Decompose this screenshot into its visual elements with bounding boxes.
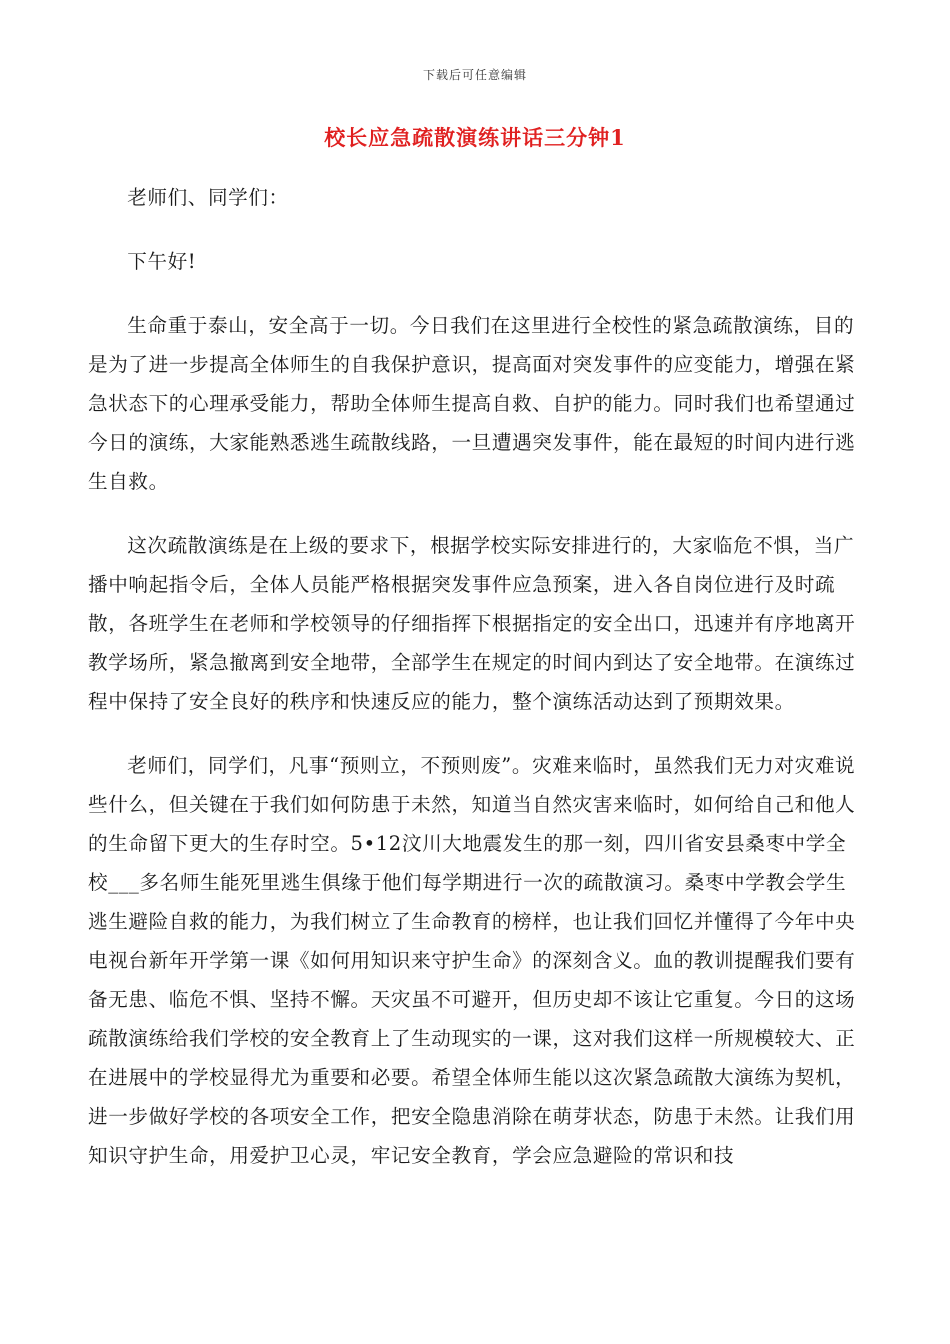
header-note: 下载后可任意编辑 [422, 68, 527, 82]
paragraph-1: 生命重于泰山，安全高于一切。今日我们在这里进行全校性的紧急疏散演练，目的是为了进一步提高全体师生的自我保护意识，提高面对突发事件的应变能力，增强在紧急状态下的心理承受能力，帮助全体师生提高自救、自护的能力。同时我们也希望通过今日的演练，大家能熟悉逃生疏散线路，一旦遭遇突发事件，能在最短的时间内进行逃生自救。 [88, 314, 856, 493]
document-body [88, 178, 864, 1200]
document-title: 校长应急疏散演练讲话三分钟1 [324, 125, 626, 150]
paragraph-3: 老师们，同学们，凡事“预则立，不预则废”。灾难来临时，虽然我们无力对灾难说些什么，但关键在于我们如何防患于未然，知道当自然灾害来临时，如何给自己和他人的生命留下更大的生存时空。5•12汶川大地震发生的那一刻，四川省安县桑枣中学全校___多名师生能死里逃生俱缘于他们每学期进行一次的疏散演习。桑枣中学教会学生逃生避险自救的能力，为我们树立了生命教育的榜样，也让我们回忆并懂得了今年中央电视台新年开学第一课《如何用知识来守护生命》的深刻含义。血的教训提醒我们要有备无患、临危不惧、坚持不懈。天灾虽不可避开，但历史却不该让它重复。今日的这场疏散演练给我们学校的安全教育上了生动现实的一课，这对我们这样一所规模较大、正在进展中的学校显得尤为重要和必要。希望全体师生能以这次紧急疏散大演练为契机，进一步做好学校的各项安全工作，把安全隐患消除在萌芽状态，防患于未然。让我们用知识守护生命，用爱护卫心灵，牢记安全教育，学会应急避险的常识和技 [88, 754, 856, 1167]
greeting: 下午好! [127, 250, 197, 273]
paragraph-2: 这次疏散演练是在上级的要求下，根据学校实际安排进行的，大家临危不惧，当广播中响起指令后，全体人员能严格根据突发事件应急预案，进入各自岗位进行及时疏散，各班学生在老师和学校领导的仔细指挥下根据指定的安全出口，迅速并有序地离开教学场所，紧急撤离到安全地带，全部学生在规定的时间内到达了安全地带。在演练过程中保持了安全良好的秩序和快速反应的能力，整个演练活动达到了预期效果。 [88, 534, 856, 713]
salutation: 老师们、同学们： [127, 186, 289, 209]
